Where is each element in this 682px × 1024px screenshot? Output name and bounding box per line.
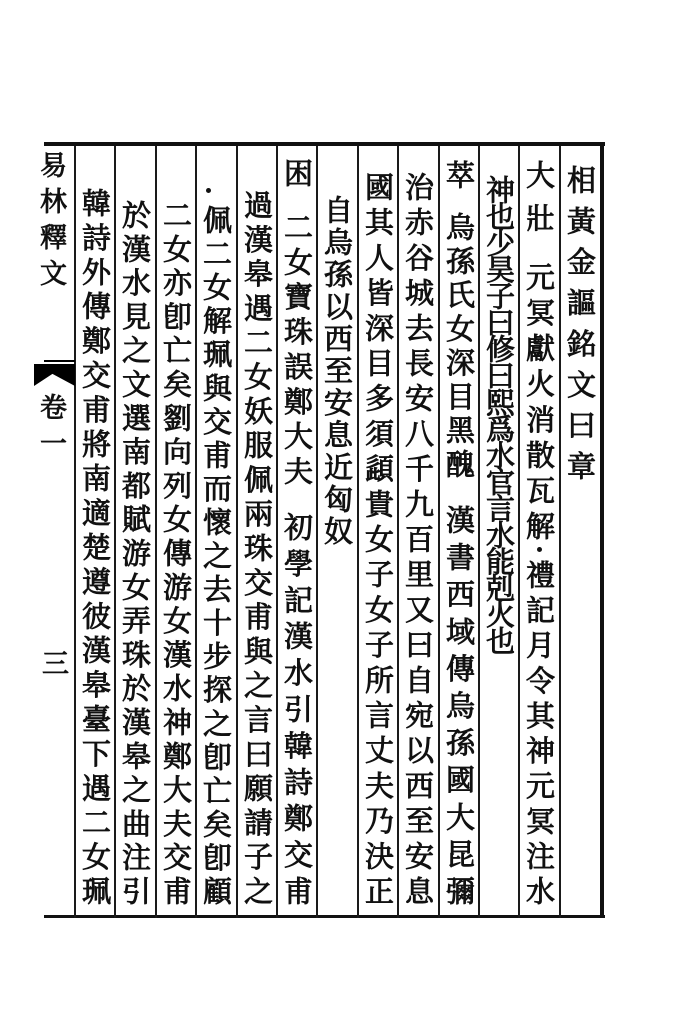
commentary-column: 過漢皋遇二女妖服佩兩珠交甫與之言曰願請子之 [240, 190, 274, 911]
verse-text: 二女寶珠誤鄭大夫 [280, 212, 314, 491]
column-rule [478, 146, 480, 918]
column-rule [114, 146, 116, 918]
separator-mark [537, 547, 542, 552]
column-rule [155, 146, 157, 918]
column-rule [236, 146, 238, 918]
column-rule [518, 146, 520, 918]
commentary-column: 治赤谷城去長安八千九百里又曰自宛以西至安息 [401, 172, 435, 912]
commentary-column: 佩二女解珮與交甫而懷之去十步探之卽亡矣卽顧 [199, 205, 233, 910]
separator-mark [206, 188, 211, 193]
fishtail-mark [34, 364, 75, 386]
commentary-column: 於漢水見之文選南都賦游女弄珠於漢皋之曲注引 [118, 200, 152, 910]
column-rule [438, 146, 440, 918]
commentary-column: 國其人皆深目多須頿貴女子女子所言丈夫乃決正 [361, 172, 395, 912]
page-border-right [600, 142, 604, 918]
spine-title: 易林釋文 [35, 151, 66, 295]
folio-number: 三 [37, 649, 68, 676]
page-border-top [44, 142, 605, 146]
commentary-column: 神也少昊子曰修曰熙爲水官言水能剋火也 [482, 175, 516, 653]
commentary-column: 漢書西域傳烏孫國大昆彌 [442, 505, 476, 914]
column-rule [559, 146, 561, 918]
commentary-column: 二女亦卽亡矣劉向列女傳游女漢水神鄭大夫交甫 [159, 200, 193, 910]
verse-text: 元冥獻火消散瓦解 [522, 262, 556, 547]
column-rule [316, 146, 318, 918]
column-rule [357, 146, 359, 918]
spine-fold [35, 146, 75, 916]
column-rule [276, 146, 278, 918]
hexagram-name: 大壯 [522, 160, 556, 246]
hexagram-name: 困 [280, 158, 314, 187]
commentary-column: 自烏孫以西至安息近匈奴 [320, 195, 354, 549]
verse-text: 烏孫氏女深目黑醜 [442, 212, 476, 483]
fishtail-rule [44, 360, 75, 362]
page-border-bottom [44, 915, 605, 918]
column-rule [397, 146, 399, 918]
commentary-column: 初學記漢水引韓詩鄭交甫 [280, 512, 314, 913]
volume-label: 卷一 [35, 393, 66, 465]
hexagram-name: 萃 [442, 160, 476, 189]
continuation-text: 相黃金謳銘文曰章 [563, 165, 597, 492]
commentary-column: 禮記月令其神元冥注水 [522, 560, 556, 912]
commentary-column: 韓詩外傳鄭交甫將南適楚遵彼漢皋臺下遇二女珮 [78, 188, 112, 911]
column-rule [195, 146, 197, 918]
